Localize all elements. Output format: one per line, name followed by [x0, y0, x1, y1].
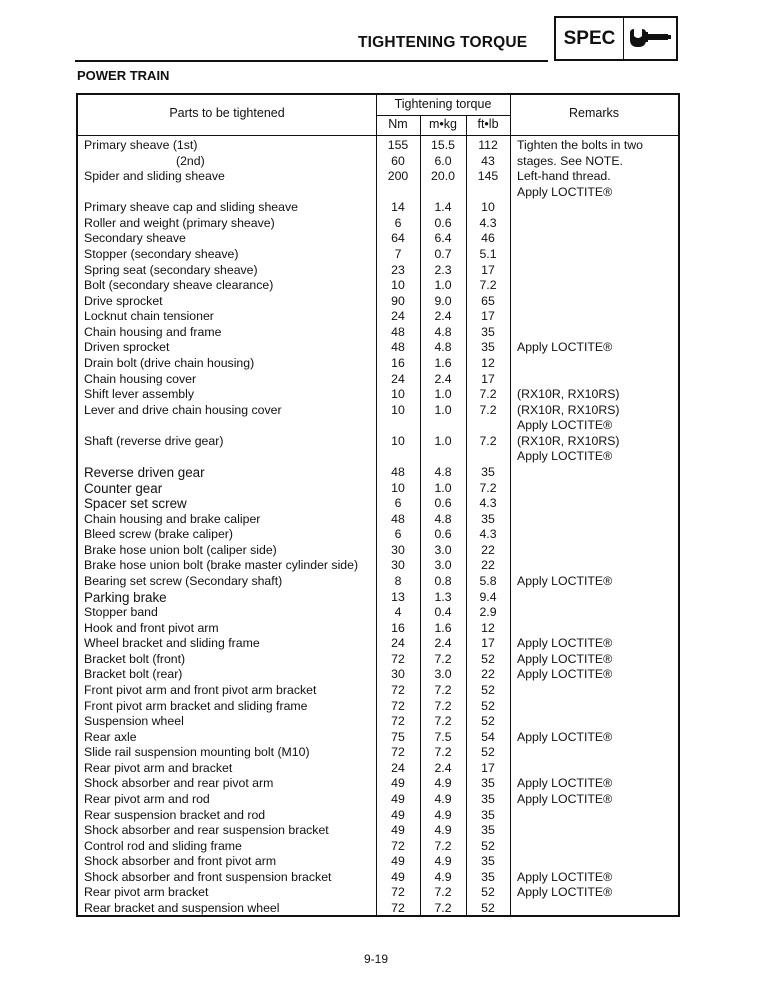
torque-ftlb: 43: [481, 153, 495, 168]
table-row: [78, 247, 678, 263]
torque-ftlb: 7.2: [479, 433, 497, 448]
torque-ftlb: 35: [481, 776, 495, 791]
part-name: Hook and front pivot arm: [84, 620, 219, 635]
torque-nm: 30: [391, 542, 405, 557]
torque-mkg: 4.9: [434, 776, 452, 791]
torque-ftlb: 2.9: [479, 605, 497, 620]
remark: Apply LOCTITE®: [517, 885, 613, 900]
torque-mkg: 2.4: [434, 636, 452, 651]
part-name: Bracket bolt (rear): [84, 667, 183, 682]
torque-mkg: 4.9: [434, 823, 452, 838]
table-row: [78, 340, 678, 356]
part-name: Drain bolt (drive chain housing): [84, 355, 255, 370]
torque-nm: 49: [391, 791, 405, 806]
part-name: Suspension wheel: [84, 714, 184, 729]
torque-nm: 16: [391, 620, 405, 635]
header-subdivider: [376, 115, 510, 116]
table-row: [78, 372, 678, 388]
part-name: Lever and drive chain housing cover: [84, 402, 282, 417]
torque-ftlb: 5.1: [479, 246, 497, 261]
torque-mkg: 0.6: [434, 215, 452, 230]
remark: (RX10R, RX10RS): [517, 433, 620, 448]
torque-nm: 4: [394, 605, 402, 620]
torque-nm: 49: [391, 776, 405, 791]
part-name: Wheel bracket and sliding frame: [84, 636, 260, 651]
part-name: Brake hose union bolt (brake master cylinder side): [84, 558, 359, 573]
torque-ftlb: 10: [481, 200, 495, 215]
torque-nm: 10: [391, 387, 405, 402]
table-row: [78, 216, 678, 232]
torque-mkg: 1.6: [434, 620, 452, 635]
torque-mkg: 1.0: [434, 433, 452, 448]
header-bottom-rule: [78, 135, 678, 136]
remark: Tighten the bolts in two: [517, 138, 644, 152]
torque-ftlb: 7.2: [479, 402, 497, 417]
part-name: Chain housing cover: [84, 371, 197, 386]
table-row: [78, 309, 678, 325]
table-row: [78, 356, 678, 372]
table-row: [78, 823, 678, 839]
torque-ftlb: 5.8: [479, 573, 497, 588]
torque-ftlb: 4.3: [479, 496, 497, 511]
header-parts: Parts to be tightened: [169, 106, 285, 120]
part-name: Secondary sheave: [84, 231, 186, 246]
table-row: [78, 636, 678, 652]
part-name: Rear pivot arm and rod: [84, 791, 210, 806]
part-name: Brake hose union bolt (caliper side): [84, 542, 277, 557]
remark: Left-hand thread.: [517, 169, 611, 184]
table-row: [78, 231, 678, 247]
torque-ftlb: 17: [481, 371, 495, 386]
torque-mkg: 2.4: [434, 371, 452, 386]
part-name: Rear suspension bracket and rod: [84, 807, 266, 822]
header-nm: Nm: [388, 117, 408, 131]
torque-nm: 49: [391, 869, 405, 884]
table-row: [78, 403, 678, 419]
torque-nm: 49: [391, 823, 405, 838]
torque-nm: 24: [391, 371, 405, 386]
table-row: [78, 885, 678, 901]
table-row: [78, 590, 678, 606]
table-row: [78, 527, 678, 543]
torque-mkg: 7.2: [434, 885, 452, 900]
torque-nm: 155: [387, 138, 409, 152]
part-name: Spider and sliding sheave: [84, 169, 225, 184]
torque-mkg: 7.5: [434, 729, 452, 744]
torque-ftlb: 17: [481, 262, 495, 277]
remark: Apply LOCTITE®: [517, 791, 613, 806]
torque-ftlb: 35: [481, 869, 495, 884]
part-name: Bolt (secondary sheave clearance): [84, 278, 274, 293]
remark: Apply LOCTITE®: [517, 776, 613, 791]
torque-mkg: 9.0: [434, 293, 452, 308]
torque-mkg: 1.0: [434, 278, 452, 293]
torque-nm: 48: [391, 324, 405, 339]
table-row: [78, 839, 678, 855]
table-row: [78, 200, 678, 216]
table-row: [78, 730, 678, 746]
remark: (RX10R, RX10RS): [517, 387, 620, 402]
table-row: [78, 745, 678, 761]
torque-nm: 24: [391, 309, 405, 324]
torque-mkg: 7.2: [434, 651, 452, 666]
table-row: [78, 154, 678, 170]
torque-nm: 10: [391, 433, 405, 448]
torque-mkg: 4.9: [434, 807, 452, 822]
torque-ftlb: 17: [481, 636, 495, 651]
torque-nm: 72: [391, 885, 405, 900]
part-name: Shock absorber and rear pivot arm: [84, 776, 274, 791]
torque-mkg: 7.2: [434, 745, 452, 760]
torque-nm: 48: [391, 464, 405, 479]
table-row: [78, 605, 678, 621]
torque-nm: 72: [391, 900, 405, 915]
torque-nm: 90: [391, 293, 405, 308]
torque-mkg: 6.0: [434, 153, 452, 168]
part-name: Stopper band: [84, 605, 158, 620]
torque-mkg: 1.3: [434, 589, 452, 604]
torque-mkg: 15.5: [431, 138, 455, 152]
torque-ftlb: 17: [481, 760, 495, 775]
torque-nm: 16: [391, 355, 405, 370]
torque-nm: 49: [391, 854, 405, 869]
page-title: TIGHTENING TORQUE: [358, 34, 528, 51]
torque-nm: 14: [391, 200, 405, 215]
torque-mkg: 3.0: [434, 558, 452, 573]
table-row: [78, 263, 678, 279]
remark: Apply LOCTITE®: [517, 418, 613, 433]
part-name: Control rod and sliding frame: [84, 838, 242, 853]
torque-mkg: 4.9: [434, 791, 452, 806]
part-name: Front pivot arm bracket and sliding frame: [84, 698, 308, 713]
torque-nm: 10: [391, 480, 405, 495]
torque-nm: 6: [394, 496, 402, 511]
remark: (RX10R, RX10RS): [517, 402, 620, 417]
table-row: [78, 387, 678, 403]
part-name: Rear pivot arm and bracket: [84, 760, 233, 775]
torque-ftlb: 12: [481, 620, 495, 635]
table-row: [78, 854, 678, 870]
remark: Apply LOCTITE®: [517, 340, 613, 355]
remark: Apply LOCTITE®: [517, 667, 613, 682]
table-row: [78, 574, 678, 590]
torque-nm: 75: [391, 729, 405, 744]
torque-ftlb: 65: [481, 293, 495, 308]
part-name: Chain housing and frame: [84, 324, 222, 339]
part-name: Bracket bolt (front): [84, 651, 186, 666]
torque-mkg: 20.0: [431, 169, 455, 184]
torque-ftlb: 7.2: [479, 278, 497, 293]
torque-nm: 200: [387, 169, 409, 184]
torque-nm: 6: [394, 215, 402, 230]
torque-ftlb: 12: [481, 355, 495, 370]
table-row: [78, 185, 678, 201]
table-row: [78, 901, 678, 917]
part-name: Shock absorber and front pivot arm: [84, 854, 277, 869]
torque-ftlb: 7.2: [479, 480, 497, 495]
part-name: Reverse driven gear: [84, 464, 205, 480]
table-row: [78, 761, 678, 777]
torque-ftlb: 35: [481, 340, 495, 355]
table-row: [78, 294, 678, 310]
remark: Apply LOCTITE®: [517, 869, 613, 884]
torque-mkg: 0.6: [434, 527, 452, 542]
torque-mkg: 3.0: [434, 542, 452, 557]
part-name: Slide rail suspension mounting bolt (M10): [84, 745, 310, 760]
torque-ftlb: 9.4: [479, 589, 497, 604]
torque-nm: 30: [391, 667, 405, 682]
table-row: [78, 714, 678, 730]
torque-nm: 23: [391, 262, 405, 277]
torque-mkg: 0.6: [434, 496, 452, 511]
part-name: Spring seat (secondary sheave): [84, 262, 258, 277]
part-name: Shock absorber and rear suspension bracket: [84, 823, 329, 838]
part-name: Driven sprocket: [84, 340, 170, 355]
torque-mkg: 1.0: [434, 480, 452, 495]
table-row: [78, 683, 678, 699]
torque-ftlb: 35: [481, 823, 495, 838]
torque-ftlb: 4.3: [479, 527, 497, 542]
torque-ftlb: 4.3: [479, 215, 497, 230]
torque-mkg: 1.0: [434, 387, 452, 402]
table-row: [78, 558, 678, 574]
part-name: (2nd): [176, 153, 205, 168]
torque-mkg: 1.6: [434, 355, 452, 370]
torque-nm: 72: [391, 651, 405, 666]
torque-nm: 48: [391, 511, 405, 526]
torque-ftlb: 7.2: [479, 387, 497, 402]
header-ftlb: ft•lb: [477, 117, 499, 131]
header-rule: [75, 60, 548, 62]
table-row: [78, 543, 678, 559]
torque-nm: 6: [394, 527, 402, 542]
torque-ftlb: 17: [481, 309, 495, 324]
torque-mkg: 4.9: [434, 869, 452, 884]
torque-ftlb: 35: [481, 324, 495, 339]
table-row: [78, 667, 678, 683]
torque-nm: 72: [391, 838, 405, 853]
torque-ftlb: 52: [481, 682, 495, 697]
part-name: Shock absorber and front suspension bracket: [84, 869, 332, 884]
torque-nm: 30: [391, 558, 405, 573]
torque-ftlb: 52: [481, 900, 495, 915]
part-name: Shaft (reverse drive gear): [84, 433, 224, 448]
header-remarks: Remarks: [568, 106, 619, 120]
torque-ftlb: 52: [481, 838, 495, 853]
torque-mkg: 4.9: [434, 854, 452, 869]
torque-mkg: 3.0: [434, 667, 452, 682]
spec-badge-label: SPEC: [556, 18, 624, 59]
table-row: [78, 434, 678, 450]
torque-nm: 72: [391, 714, 405, 729]
part-name: Spacer set screw: [84, 496, 187, 512]
remark: Apply LOCTITE®: [517, 651, 613, 666]
part-name: Bleed screw (brake caliper): [84, 527, 233, 542]
torque-nm: 64: [391, 231, 405, 246]
part-name: Parking brake: [84, 589, 167, 605]
table-row: [78, 169, 678, 185]
torque-mkg: 7.2: [434, 682, 452, 697]
table-row: [78, 418, 678, 434]
part-name: Locknut chain tensioner: [84, 309, 214, 324]
part-name: Stopper (secondary sheave): [84, 246, 239, 261]
torque-mkg: 0.7: [434, 246, 452, 261]
header-mkg: m•kg: [429, 117, 457, 131]
torque-ftlb: 22: [481, 667, 495, 682]
part-name: Counter gear: [84, 480, 163, 496]
torque-mkg: 1.0: [434, 402, 452, 417]
table-row: [78, 138, 678, 154]
torque-mkg: 7.2: [434, 714, 452, 729]
torque-nm: 24: [391, 636, 405, 651]
part-name: Chain housing and brake caliper: [84, 511, 261, 526]
header-torque: Tightening torque: [394, 97, 492, 111]
torque-mkg: 6.4: [434, 231, 452, 246]
torque-wrench-icon: [626, 24, 674, 54]
table-row: [78, 699, 678, 715]
remark: Apply LOCTITE®: [517, 449, 613, 464]
torque-ftlb: 22: [481, 558, 495, 573]
torque-mkg: 4.8: [434, 511, 452, 526]
torque-ftlb: 46: [481, 231, 495, 246]
torque-ftlb: 112: [478, 138, 498, 152]
torque-ftlb: 35: [481, 807, 495, 822]
table-row: [78, 278, 678, 294]
torque-mkg: 2.3: [434, 262, 452, 277]
torque-ftlb: 52: [481, 745, 495, 760]
table-row: [78, 449, 678, 465]
remark: Apply LOCTITE®: [517, 636, 613, 651]
torque-mkg: 0.8: [434, 573, 452, 588]
table-row: [78, 621, 678, 637]
part-name: Primary sheave cap and sliding sheave: [84, 200, 298, 215]
table-row: [78, 776, 678, 792]
torque-ftlb: 35: [481, 854, 495, 869]
torque-ftlb: 52: [481, 714, 495, 729]
torque-ftlb: 145: [477, 169, 499, 184]
torque-nm: 10: [391, 402, 405, 417]
part-name: Primary sheave (1st): [84, 138, 198, 152]
part-name: Roller and weight (primary sheave): [84, 215, 275, 230]
page-number: 9-19: [364, 952, 389, 966]
torque-mkg: 7.2: [434, 900, 452, 915]
table-row: [78, 652, 678, 668]
table-row: [78, 465, 678, 481]
torque-nm: 72: [391, 745, 405, 760]
torque-ftlb: 52: [481, 651, 495, 666]
torque-mkg: 4.8: [434, 464, 452, 479]
torque-nm: 13: [391, 589, 405, 604]
torque-ftlb: 35: [481, 791, 495, 806]
section-title: POWER TRAIN: [77, 68, 170, 83]
table-row: [78, 512, 678, 528]
torque-nm: 72: [391, 682, 405, 697]
torque-mkg: 1.4: [434, 200, 452, 215]
torque-mkg: 7.2: [434, 838, 452, 853]
part-name: Shift lever assembly: [84, 387, 195, 402]
torque-mkg: 4.8: [434, 324, 452, 339]
part-name: Rear bracket and suspension wheel: [84, 900, 280, 915]
part-name: Rear axle: [84, 729, 137, 744]
torque-table: [76, 93, 680, 917]
table-row: [78, 792, 678, 808]
part-name: Front pivot arm and front pivot arm bracket: [84, 682, 317, 697]
spec-badge: [554, 16, 678, 61]
torque-ftlb: 35: [481, 511, 495, 526]
table-row: [78, 496, 678, 512]
torque-ftlb: 35: [481, 464, 495, 479]
torque-ftlb: 22: [481, 542, 495, 557]
table-row: [78, 481, 678, 497]
torque-ftlb: 54: [481, 729, 495, 744]
torque-mkg: 2.4: [434, 309, 452, 324]
torque-mkg: 7.2: [434, 698, 452, 713]
torque-ftlb: 52: [481, 698, 495, 713]
remark: Apply LOCTITE®: [517, 184, 613, 199]
torque-nm: 10: [391, 278, 405, 293]
remark: Apply LOCTITE®: [517, 729, 613, 744]
table-row: [78, 325, 678, 341]
torque-nm: 24: [391, 760, 405, 775]
torque-nm: 72: [391, 698, 405, 713]
torque-mkg: 0.4: [434, 605, 452, 620]
torque-ftlb: 52: [481, 885, 495, 900]
table-row: [78, 808, 678, 824]
torque-nm: 8: [394, 573, 402, 588]
part-name: Bearing set screw (Secondary shaft): [84, 573, 283, 588]
part-name: Rear pivot arm bracket: [84, 885, 209, 900]
remark: Apply LOCTITE®: [517, 573, 613, 588]
torque-nm: 60: [391, 153, 405, 168]
remark: stages. See NOTE.: [517, 153, 623, 168]
torque-mkg: 2.4: [434, 760, 452, 775]
torque-nm: 7: [394, 246, 402, 261]
torque-nm: 49: [391, 807, 405, 822]
table-row: [78, 870, 678, 886]
part-name: Drive sprocket: [84, 293, 163, 308]
torque-mkg: 4.8: [434, 340, 452, 355]
torque-nm: 48: [391, 340, 405, 355]
